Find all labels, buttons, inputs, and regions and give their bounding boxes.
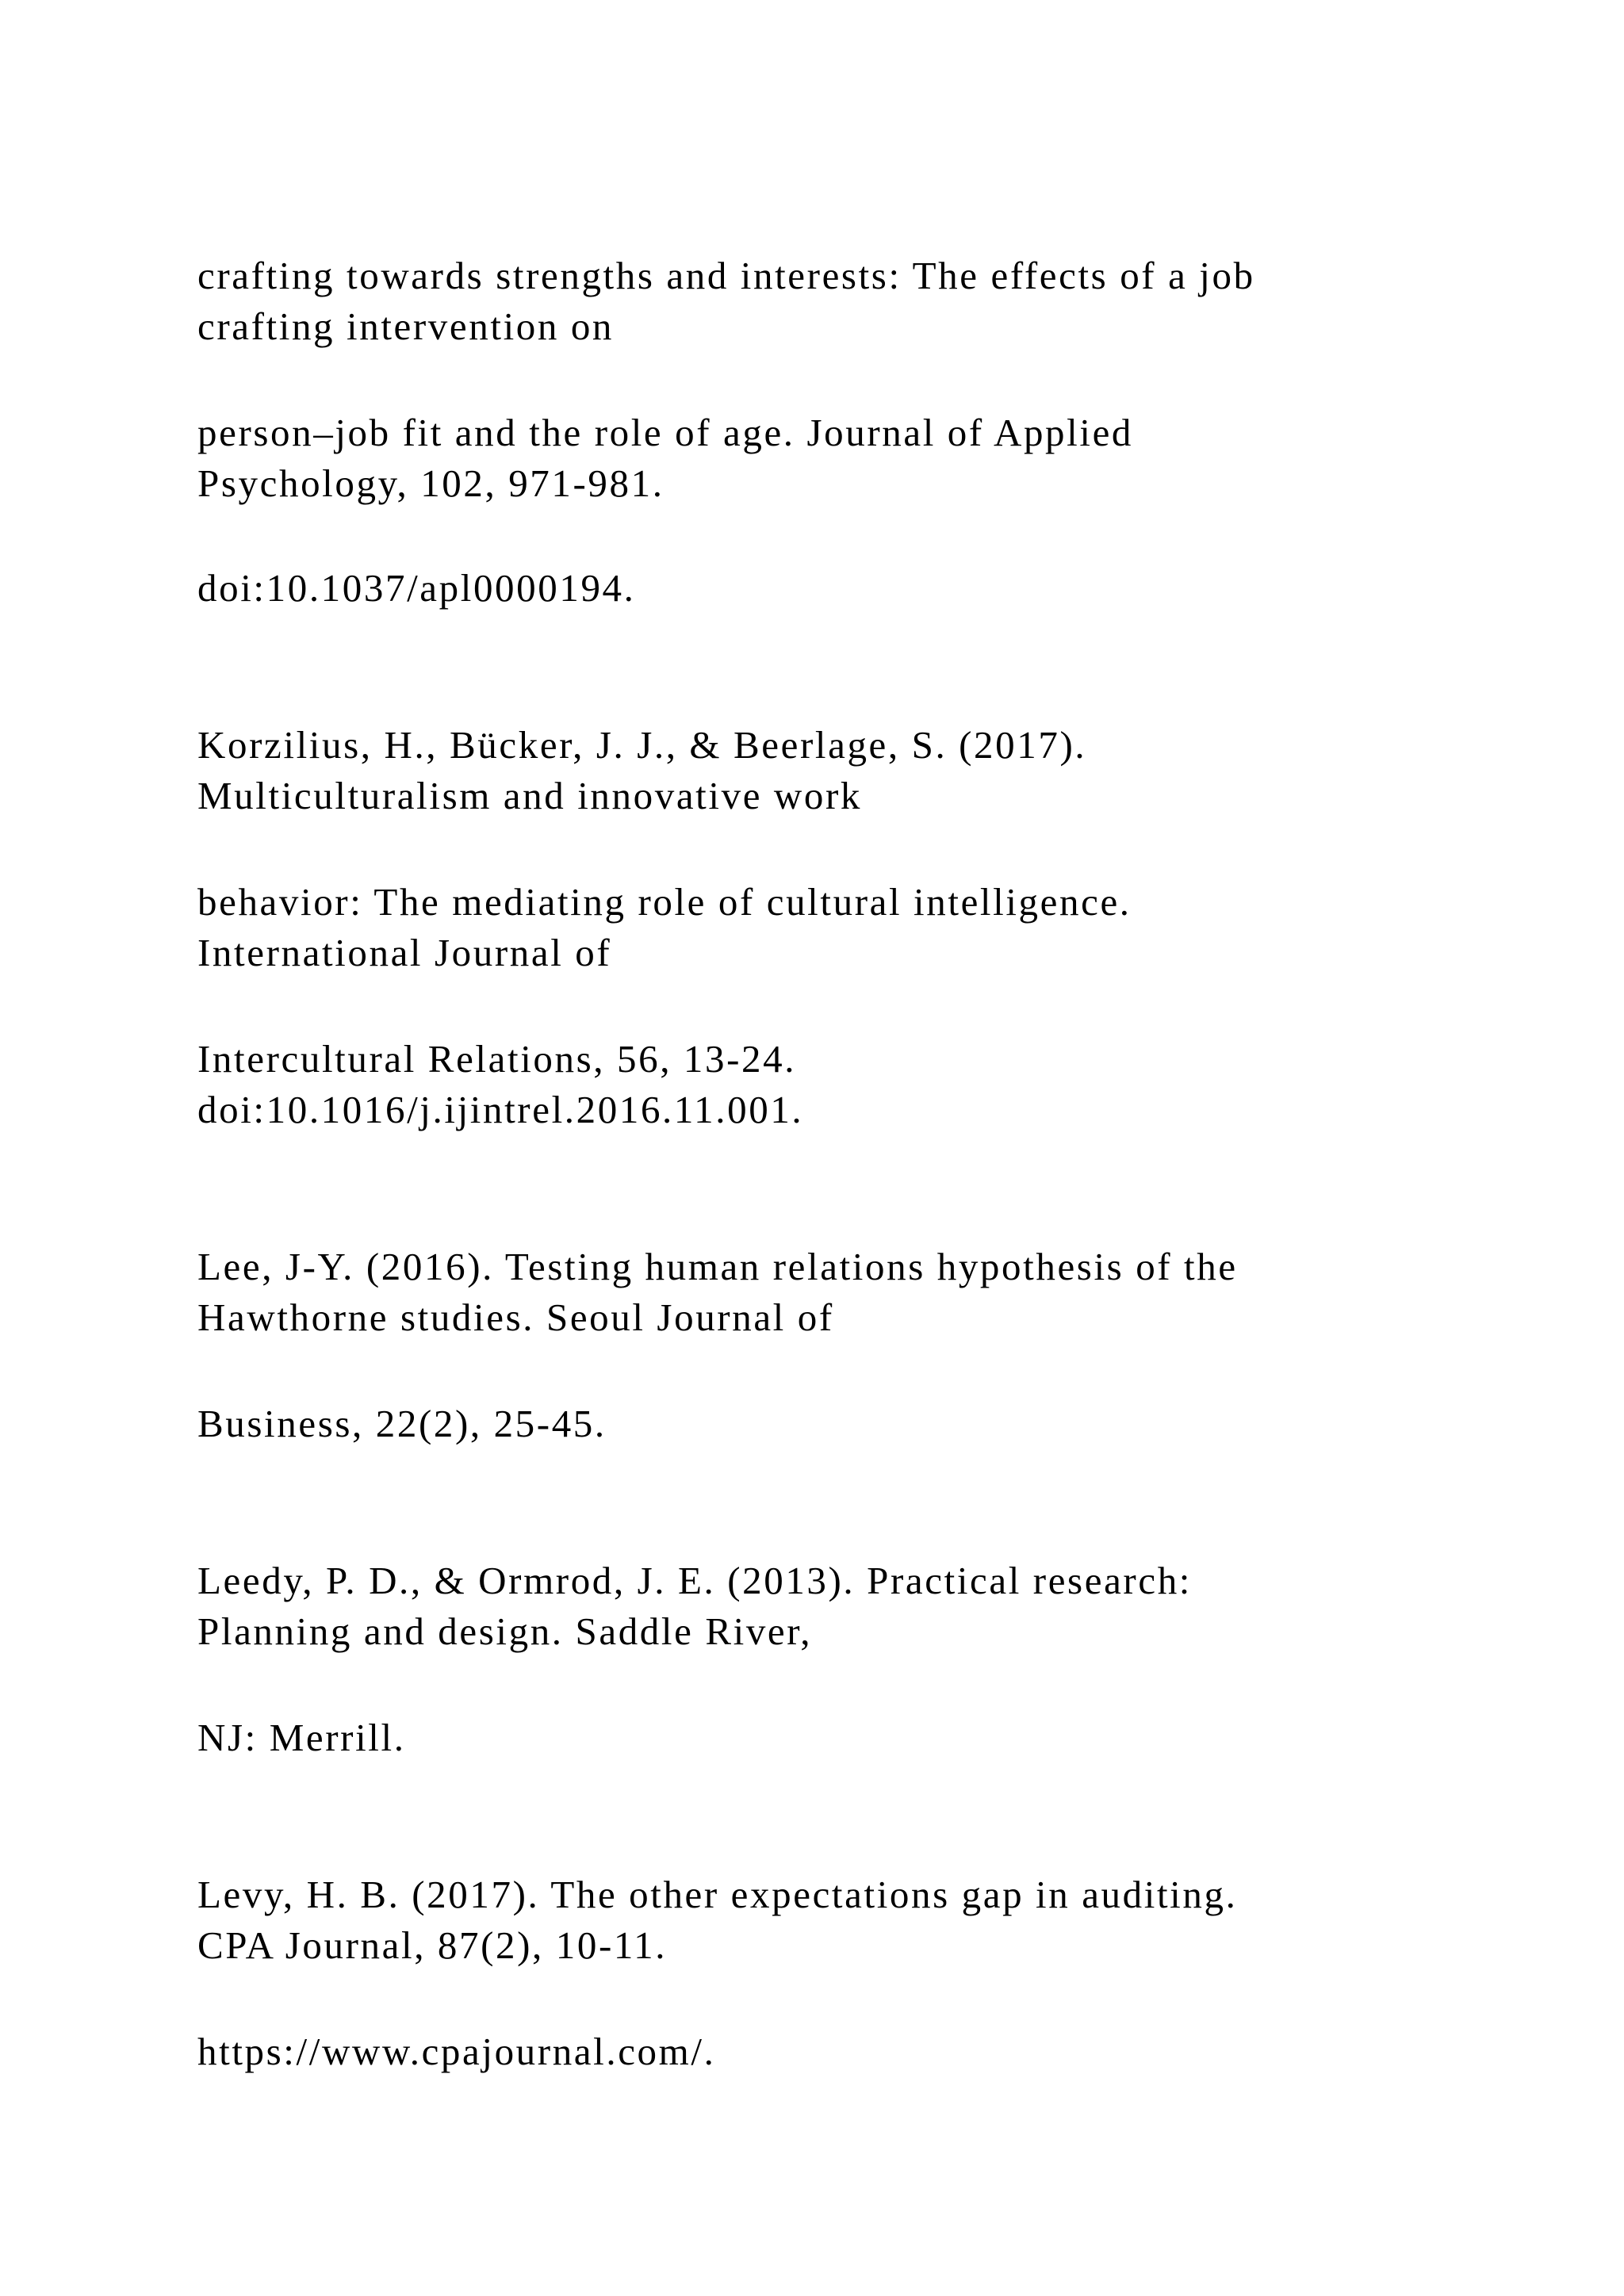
reference-line: https://www.cpajournal.com/. <box>197 2030 716 2073</box>
reference-line: crafting towards strengths and interests: The effects of a job <box>197 254 1255 297</box>
reference-line: NJ: Merrill. <box>197 1716 406 1759</box>
reference-line: Levy, H. B. (2017). The other expectations gap in auditing. <box>197 1873 1238 1916</box>
reference-line: Planning and design. Saddle River, <box>197 1609 813 1653</box>
reference-line: Leedy, P. D., & Ormrod, J. E. (2013). Practical research: <box>197 1559 1193 1602</box>
reference-line: Psychology, 102, 971-981. <box>197 461 665 505</box>
reference-line: Hawthorne studies. Seoul Journal of <box>197 1295 834 1339</box>
reference-line: person–job fit and the role of age. Journal of Applied <box>197 411 1134 454</box>
reference-line: behavior: The mediating role of cultural intelligence. <box>197 880 1132 924</box>
reference-line: doi:10.1016/j.ijintrel.2016.11.001. <box>197 1088 804 1131</box>
reference-line: Intercultural Relations, 56, 13-24. <box>197 1037 797 1081</box>
reference-line: International Journal of <box>197 931 612 974</box>
reference-line: crafting intervention on <box>197 304 615 348</box>
reference-line: CPA Journal, 87(2), 10-11. <box>197 1923 668 1967</box>
reference-line: Business, 22(2), 25-45. <box>197 1402 607 1445</box>
reference-line: doi:10.1037/apl0000194. <box>197 566 636 610</box>
reference-line: Korzilius, H., Bücker, J. J., & Beerlage, S. (2017). <box>197 723 1087 767</box>
reference-line: Multiculturalism and innovative work <box>197 774 863 817</box>
reference-line: Lee, J-Y. (2016). Testing human relations hypothesis of the <box>197 1245 1238 1288</box>
